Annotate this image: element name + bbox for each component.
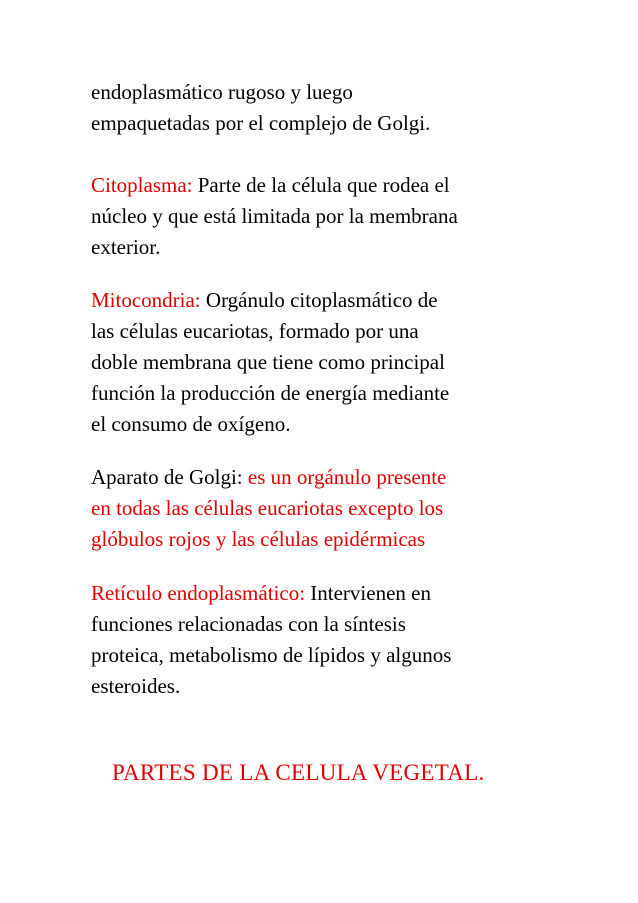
text-line: proteica, metabolismo de lípidos y algunos <box>91 643 452 667</box>
paragraph-mitocondria <box>91 285 551 440</box>
term-aparato-de-golgi: Aparato de Golgi: <box>91 465 243 489</box>
text-line: endoplasmático rugoso y luego <box>91 80 353 104</box>
paragraph-continuation <box>91 77 551 139</box>
definition-text: Parte de la célula que rodea el <box>192 173 450 197</box>
definition-text: Intervienen en <box>305 581 431 605</box>
term-mitocondria: Mitocondria: <box>91 288 201 312</box>
text-line: exterior. <box>91 235 161 259</box>
text-line <box>91 578 551 609</box>
definition-text: Orgánulo citoplasmático de <box>200 288 438 312</box>
paragraph-citoplasma <box>91 170 551 263</box>
text-line: las células eucariotas, formado por una <box>91 319 419 343</box>
text-line <box>91 462 551 493</box>
text-line: funciones relacionadas con la síntesis <box>91 612 406 636</box>
text-line: doble membrana que tiene como principal <box>91 350 445 374</box>
text-line: función la producción de energía mediante <box>91 381 450 405</box>
text-line: esteroides. <box>91 674 181 698</box>
text-line: el consumo de oxígeno. <box>91 412 291 436</box>
text-line <box>91 170 551 201</box>
text-line: núcleo y que está limitada por la membrana <box>91 204 458 228</box>
section-heading: PARTES DE LA CELULA VEGETAL. <box>112 760 485 785</box>
term-citoplasma: Citoplasma: <box>91 173 193 197</box>
text-line: en todas las células eucariotas excepto los <box>91 496 444 520</box>
text-line <box>91 285 551 316</box>
paragraph-reticulo-endoplasmatico <box>91 578 551 702</box>
term-reticulo-endoplasmatico: Retículo endoplasmático: <box>91 581 306 605</box>
paragraph-aparato-de-golgi <box>91 462 551 555</box>
definition-text: es un orgánulo presente <box>242 465 447 489</box>
text-line: glóbulos rojos y las células epidérmicas <box>91 527 426 551</box>
text-line: empaquetadas por el complejo de Golgi. <box>91 111 431 135</box>
